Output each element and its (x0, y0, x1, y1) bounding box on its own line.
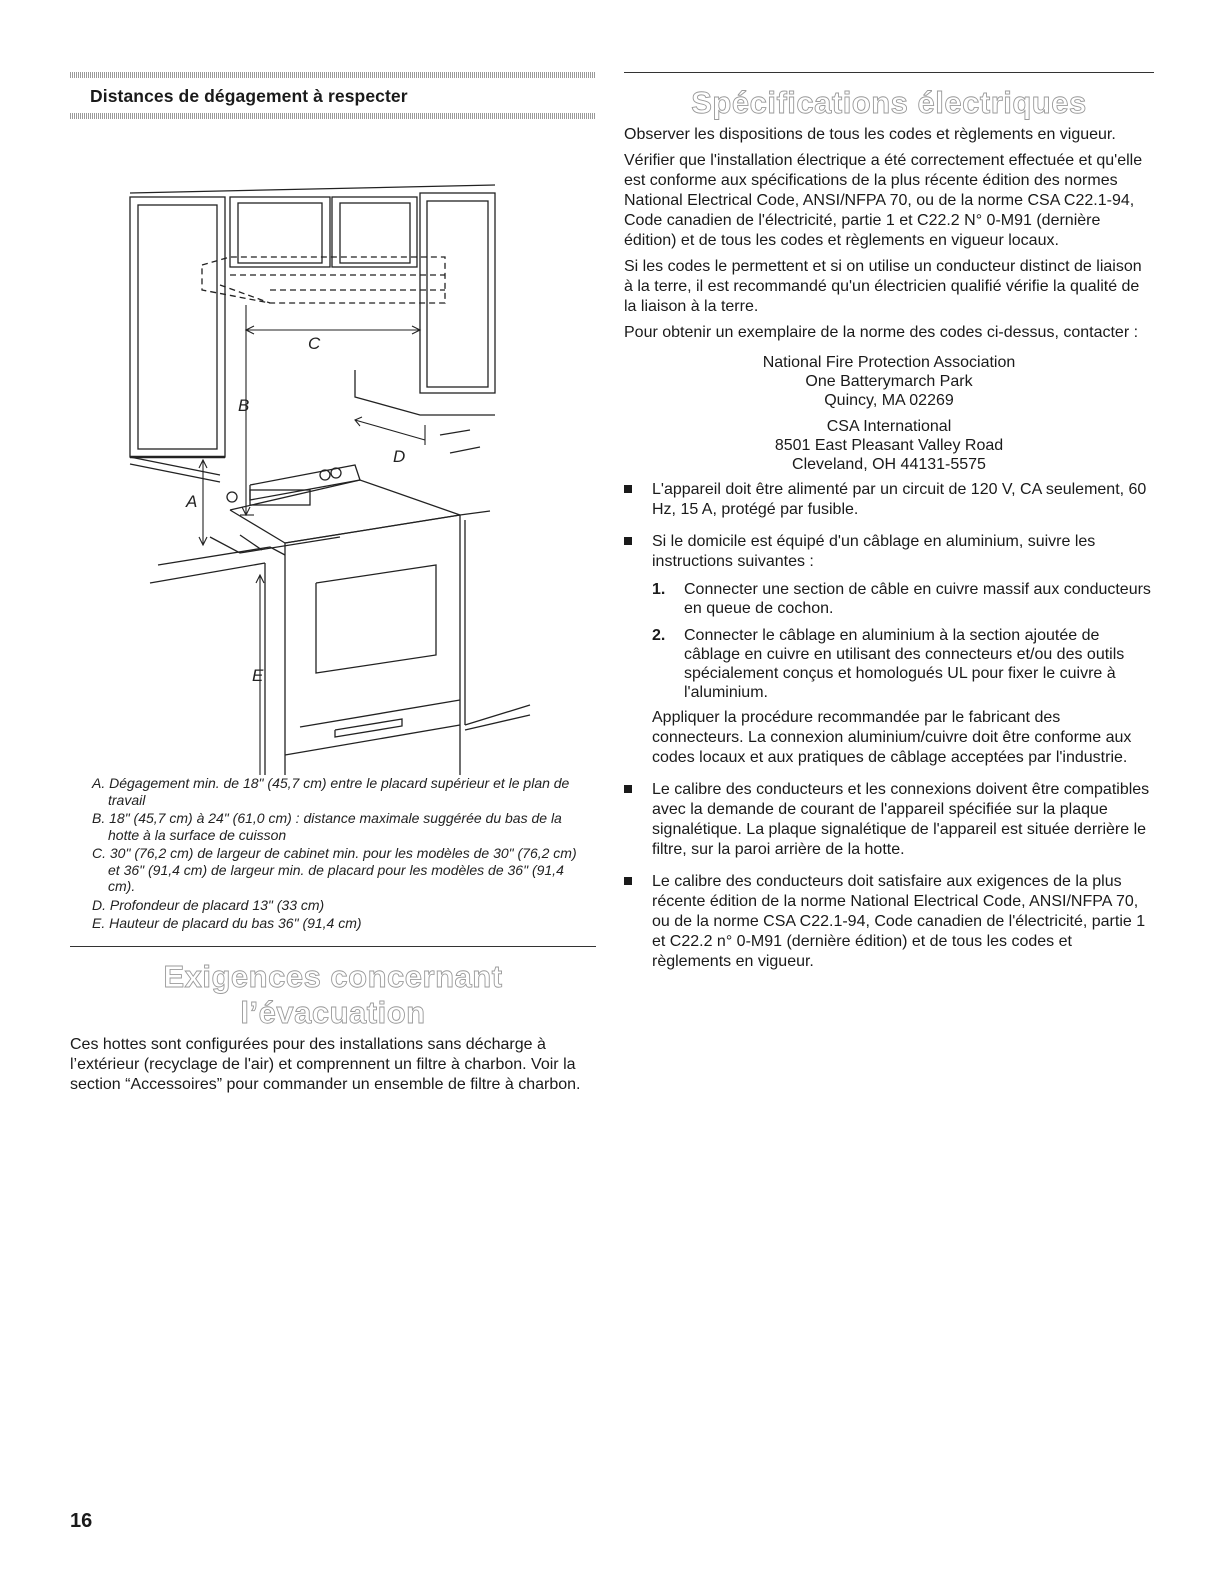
address-nfpa-line-1: National Fire Protection Association (762, 354, 1016, 371)
label-b: B (238, 396, 250, 415)
caption-a: A. Dégagement min. de 18" (45,7 cm) entre le placard supérieur et le plan de travail (92, 775, 570, 808)
step-1-text: Connecter une section de câble en cuivre massif aux conducteurs en queue de cochon. (684, 581, 1151, 617)
step-2-text: Connecter le câblage en aluminium à la section ajoutée de câblage en cuivre en utilisant des connecteurs et/ou des outils spécialement conçus et homologués UL pour fixer le cuivre à l'aluminium. (684, 627, 1125, 701)
bullet-conductor-compatibility (624, 780, 1154, 860)
page-number: 16 (70, 1510, 93, 1532)
range-stove (227, 465, 460, 775)
step-1-number: 1. (652, 581, 666, 598)
electrical-paragraph-2: Vérifier que l'installation électrique a été correctement effectuée et qu'elle est conforme aux spécifications de la plus récente édition des normes National Electrical Code, ANSI/NFPA 70, ou de la norme CSA C22.1-94, Code canadien de l'électricité, partie 1 et C22.2 N° 0-M91 (dernière édition) et de tous les codes et règlements en vigueur locaux. (624, 152, 1143, 249)
exhaust-heading: Exigences concernant l’évacuation (163, 958, 503, 1030)
label-a: A (186, 492, 198, 511)
step-2-number: 2. (652, 627, 666, 644)
right-column (624, 72, 1154, 984)
clearance-diagram (70, 125, 596, 775)
bullet-conductor-compatibility-text: Le calibre des conducteurs et les connexions doivent être compatibles avec la demande de courant de l'appareil spécifiée sur la plaque signalétique. La plaque signalétique de l'appareil est située derrière le filtre, sur la paroi arrière de la hotte. (652, 781, 1150, 858)
bullet-square-icon (624, 485, 632, 493)
address-csa-line-2: 8501 East Pleasant Valley Road (774, 437, 1004, 454)
caption-e: E. Hauteur de placard du bas 36" (91,4 cm) (92, 915, 362, 931)
electrical-section-rule (624, 72, 1154, 73)
clearance-diagram-art (70, 125, 596, 775)
exhaust-section-rule (70, 946, 596, 947)
bullet-power-supply-text: L'appareil doit être alimenté par un circuit de 120 V, CA seulement, 60 Hz, 15 A, protégé par fusible. (652, 481, 1147, 518)
caption-d: D. Profondeur de placard 13" (33 cm) (92, 896, 325, 913)
bullet-conductor-gauge (624, 872, 1154, 972)
address-csa-line-3: Cleveland, OH 44131-5575 (792, 456, 986, 473)
address-nfpa-line-2: One Batterymarch Park (805, 373, 973, 390)
exhaust-text: Ces hottes sont configurées pour des installations sans décharge à l’extérieur (recyclage de l'air) et comprennent un filtre à charbon. Voir la section “Accessoires” pour commander un ensemble de filtre à charbon. (70, 1035, 581, 1093)
step-2 (652, 626, 1154, 702)
electrical-paragraph-4: Pour obtenir un exemplaire de la norme des codes ci-dessus, contacter : (624, 324, 1139, 341)
electrical-paragraph-1: Observer les dispositions de tous les codes et règlements en vigueur. (624, 126, 1116, 143)
bullet-power-supply (624, 480, 1154, 520)
range-hood (202, 257, 445, 303)
step-1 (652, 580, 1154, 618)
dimension-lines (199, 305, 425, 775)
aluminum-procedure-note: Appliquer la procédure recommandée par le fabricant des connecteurs. La connexion aluminium/cuivre doit être conforme aux codes locaux et aux pratiques de câblage acceptées par l'industrie. (652, 709, 1132, 766)
address-csa (624, 417, 1154, 474)
bullet-square-icon (624, 785, 632, 793)
electrical-heading: Spécifications électriques (691, 85, 1087, 120)
label-c: C (308, 334, 321, 353)
bullet-conductor-gauge-text: Le calibre des conducteurs doit satisfaire aux exigences de la plus récente édition de la norme National Electrical Code, ANSI/NFPA 70, ou de la norme CSA C22.1-94, Code canadien de l'électricité, partie 1 et C22.2 n° 0-M91 (dernière édition) et de tous les codes et règlements en vigueur. (652, 873, 1146, 970)
address-csa-line-1: CSA International (826, 418, 952, 435)
bullet-square-icon (624, 877, 632, 885)
left-column (70, 72, 596, 1101)
caption-c: C. 30" (76,2 cm) de largeur de cabinet min. pour les modèles de 30" (76,2 cm) et 36" (91,4 cm) de largeur min. de placard pour les modèles de 36" (91,4 cm). (92, 845, 577, 894)
caption-b: B. 18" (45,7 cm) à 24" (61,0 cm) : distance maximale suggérée du bas de la hotte à la surface de cuisson (92, 810, 562, 843)
label-e: E (252, 666, 264, 685)
bullet-square-icon (624, 537, 632, 545)
clearance-heading: Distances de dégagement à respecter (90, 86, 408, 106)
electrical-paragraph-3: Si les codes le permettent et si on utilise un conducteur distinct de liaison à la terre, il est recommandé qu'un électricien qualifié vérifie la qualité de la liaison à la terre. (624, 258, 1142, 315)
bullet-aluminum-wiring (624, 532, 1154, 768)
heading-hatch-bottom (70, 113, 596, 119)
bullet-aluminum-wiring-text: Si le domicile est équipé d'un câblage en aluminium, suivre les instructions suivantes : (652, 533, 1096, 570)
label-d: D (393, 447, 406, 466)
diagram-captions (70, 775, 596, 932)
address-nfpa-line-3: Quincy, MA 02269 (824, 392, 954, 409)
counter-lower-cabinets (150, 430, 530, 775)
address-nfpa (624, 353, 1154, 410)
